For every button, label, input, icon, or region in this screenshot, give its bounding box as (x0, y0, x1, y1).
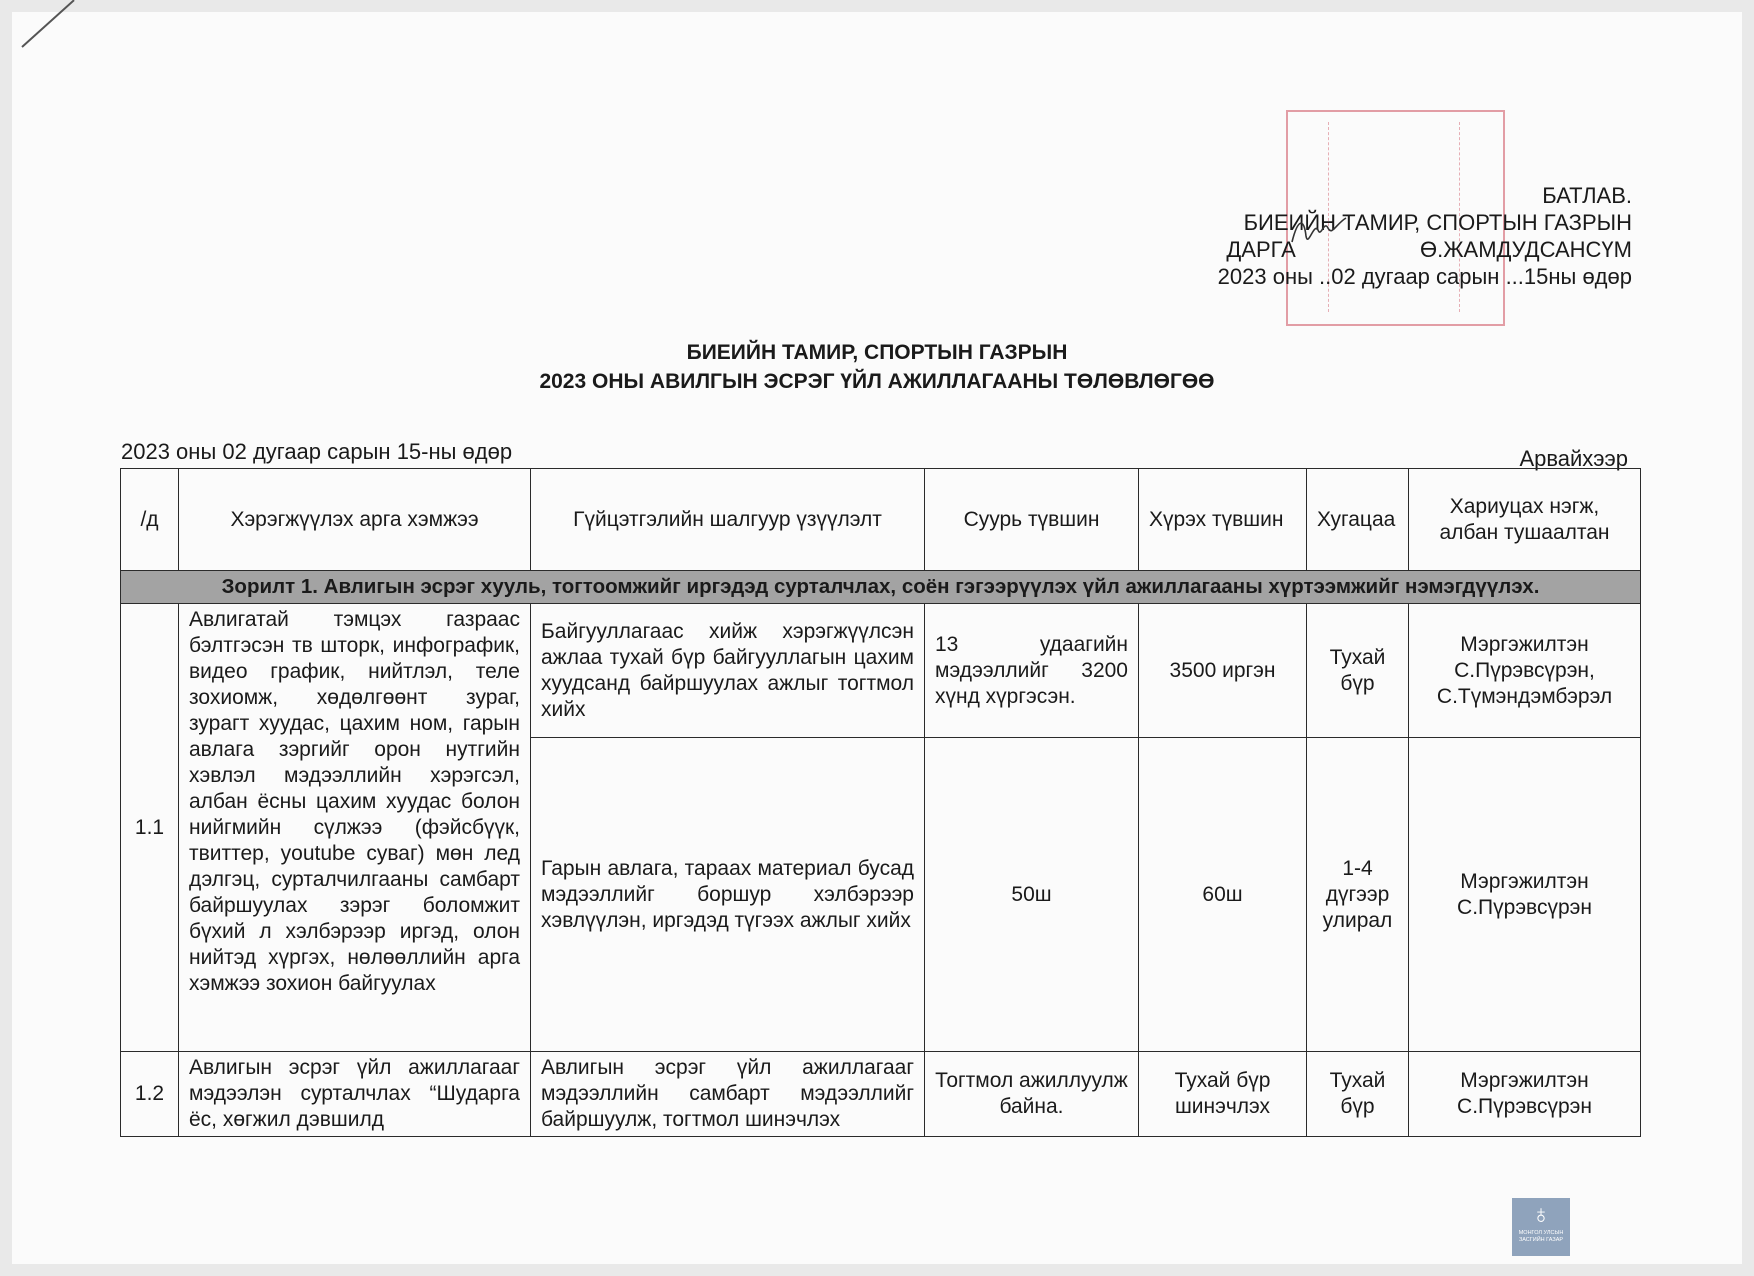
title-line-1: БИЕИЙН ТАМИР, СПОРТЫН ГАЗРЫН (686, 341, 1068, 364)
table-header-row (121, 469, 1641, 571)
header-responsible: Хариуцах нэгж, албан тушаалтан (1409, 469, 1641, 571)
header-base-level: Суурь түвшин (925, 469, 1139, 571)
row-base-level: Тогтмол ажиллуулж байна. (925, 1052, 1139, 1137)
row-target-level: 60ш (1139, 738, 1307, 1052)
header-criteria: Гүйцэтгэлийн шалгуур үзүүлэлт (531, 469, 925, 571)
approval-signer-name: Ө.ЖАМДУДСАНСҮМ (1420, 237, 1632, 262)
row-number: 1.2 (121, 1052, 179, 1137)
goal-text: Зорилт 1. Авлигын эсрэг хууль, тогтоомжийг иргэдэд сурталчлах, соён гэгээрүүлэх үйл ажиллагааны хүртээмжийг нэмэгдүүлэх. (121, 571, 1641, 604)
row-responsible: Мэргэжилтэн С.Пүрэвсүрэн (1409, 1052, 1641, 1137)
row-term: 1-4 дүгээр улирал (1307, 738, 1409, 1052)
government-emblem (1512, 1198, 1570, 1256)
row-measure: Авлигатай тэмцэх газраас бэлтгэсэн тв шторк, инфографик, видео график, нийтлэл, теле зохиомж, хөдөлгөөнт зураг, зурагт хуудас, цахим ном, гарын авлага зэргийг орон нутгийн хэвлэл мэдээллийн хэрэгсэл, албан ёсны цахим хуудас болон нийгмийн сүлжээ (фэйсбүүк, твиттер, youtube суваг) мөн лед дэлгэц, сурталчилгааны самбарт байршуулах зэрэг боломжит бүхий л хэлбэрээр иргэд, олон нийтэд хүргэх, нөлөөллийн арга хэмжээ зохион байгуулах (179, 604, 531, 1052)
approval-heading: БАТЛАВ. (1542, 183, 1632, 208)
document-date: 2023 оны 02 дугаар сарын 15-ны өдөр (121, 439, 513, 464)
header-number: /д (121, 469, 179, 571)
row-term: Тухай бүр (1307, 1052, 1409, 1137)
table-row (121, 1052, 1641, 1137)
row-responsible: Мэргэжилтэн С.Пүрэвсүрэн (1409, 738, 1641, 1052)
approval-date: 2023 оны ..02 дугаар сарын ...15ны өдөр (1217, 264, 1632, 289)
row-responsible: Мэргэжилтэн С.Пүрэвсүрэн, С.Түмэндэмбэрэл (1409, 604, 1641, 738)
approval-signer-line (1180, 236, 1632, 263)
row-target-level: 3500 иргэн (1139, 604, 1307, 738)
header-measure: Хэрэгжүүлэх арга хэмжээ (179, 469, 531, 571)
header-term: Хугацаа (1307, 469, 1409, 571)
row-criteria: Гарын авлага, тараах материал бусад мэдээллийг боршур хэлбэрээр хэвлүүлэн, иргэдэд түгээх ажлыг хийх (531, 738, 925, 1052)
header-target-level: Хүрэх түвшин (1139, 469, 1307, 571)
approval-organization: БИЕИЙН ТАМИР, СПОРТЫН ГАЗРЫН (1243, 210, 1632, 235)
approval-block (1180, 182, 1632, 290)
approval-signer-title: ДАРГА (1226, 237, 1296, 262)
title-line-2: 2023 ОНЫ АВИЛГЫН ЭСРЭГ ҮЙЛ АЖИЛЛАГААНЫ ТӨЛӨВЛӨГӨӨ (539, 370, 1215, 393)
row-target-level: Тухай бүр шинэчлэх (1139, 1052, 1307, 1137)
soyombo-icon: ♁ (1531, 1199, 1551, 1229)
row-base-level: 13 удаагийн мэдээллийг 3200 хүнд хүргэсэн. (925, 604, 1139, 738)
row-term: Тухай бүр (1307, 604, 1409, 738)
row-base-level: 50ш (925, 738, 1139, 1052)
handwritten-signature (1288, 212, 1350, 250)
table-row (121, 604, 1641, 738)
row-criteria: Авлигын эсрэг үйл ажиллагааг мэдээллийн самбарт мэдээллийг байршуулж, тогтмол шинэчлэх (531, 1052, 925, 1137)
action-plan-table (120, 468, 1641, 1137)
row-measure: Авлигын эсрэг үйл ажиллагааг мэдээлэн сурталчлах “Шударга ёс, хөгжил дэвшилд (179, 1052, 531, 1137)
goal-row (121, 571, 1641, 604)
document-title (0, 338, 1754, 396)
document-place: Арвайхээр (1519, 446, 1628, 471)
emblem-caption: МОНГОЛ УЛСЫН ЗАСГИЙН ГАЗАР (1518, 1230, 1564, 1243)
row-criteria: Байгууллагаас хийж хэрэгжүүлсэн ажлаа тухай бүр байгууллагын цахим хуудсанд байршуулах ажлыг тогтмол хийх (531, 604, 925, 738)
row-number: 1.1 (121, 604, 179, 1052)
